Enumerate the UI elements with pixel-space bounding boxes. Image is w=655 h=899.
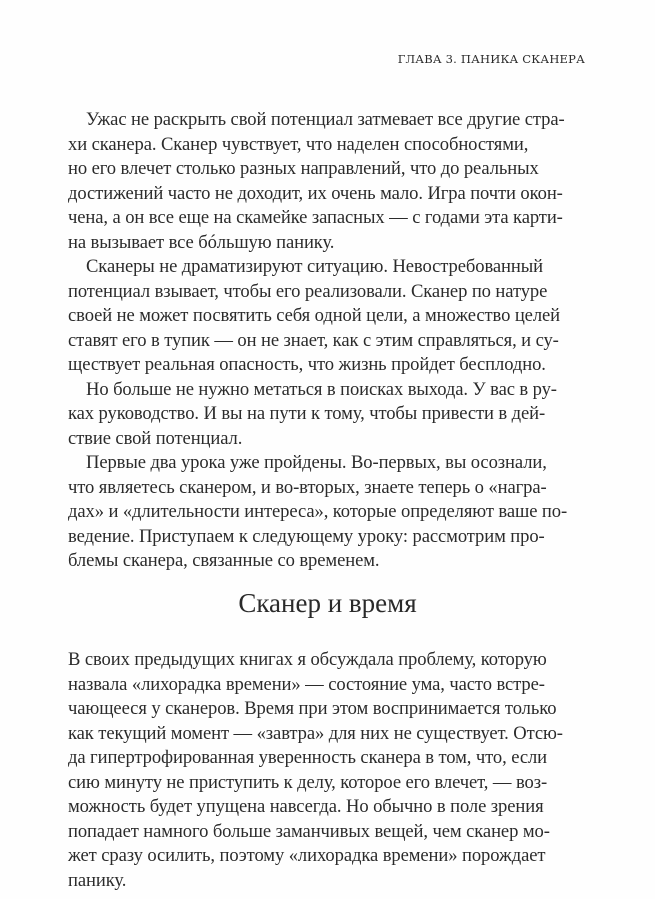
text-line: что являетесь сканером, и во-вторых, знаете теперь о «награ- (68, 476, 547, 498)
text-line: попадает намного больше заманчивых вещей, чем сканер мо- (68, 820, 550, 842)
text-line: назвала «лихорадка времени» — состояние ума, часто встре- (68, 673, 545, 695)
text-line: как текущий момент — «завтра» для них не существует. Отсю- (68, 722, 563, 744)
section-2-body (68, 648, 588, 893)
text-line: Первые два урока уже пройдены. Во-первых, вы осознали, (86, 452, 547, 473)
text-line: можность будет упущена навсегда. Но обычно в поле зрения (68, 796, 544, 817)
text-line: ствие свой потенциал. (68, 427, 243, 449)
text-line: Сканеры не драматизируют ситуацию. Невостребованный (86, 256, 543, 277)
text-line: чающееся у сканеров. Время при этом воспринимается только (68, 698, 557, 719)
text-line: В своих предыдущих книгах я обсуждала проблему, которую (68, 649, 547, 670)
text-line: Но больше не нужно метаться в поисках выхода. У вас в ру- (86, 378, 557, 400)
section-heading: Сканер и время (238, 588, 417, 618)
section-1-body (68, 108, 588, 574)
text-line: на вызывает все бóльшую панику. (68, 231, 335, 253)
text-line: Ужас не раскрыть свой потенциал затмевает все другие стра- (86, 109, 565, 130)
text-line: своей не может посвятить себя одной цели, а множество целей (68, 305, 561, 326)
text-line: панику. (68, 869, 127, 891)
text-line: но его влечет столько разных направлений, что до реальных (68, 158, 539, 179)
text-line: потенциал взывает, чтобы его реализовали. Сканер по натуре (68, 280, 548, 302)
text-line: ществует реальная опасность, что жизнь пройдет бесплодно. (68, 354, 546, 375)
text-line: ведение. Приступаем к следующему уроку: рассмотрим про- (68, 525, 545, 547)
text-line: ках руководство. И вы на пути к тому, чтобы привести в дей- (68, 403, 546, 424)
text-line: хи сканера. Сканер чувствует, что наделен способностями, (68, 133, 529, 155)
text-line: ставят его в тупик — он не знает, как с этим справляться, и су- (68, 329, 559, 351)
text-line: достижений часто не доходит, их очень мало. Игра почти окон- (68, 182, 563, 204)
running-head: ГЛАВА 3. ПАНИКА СКАНЕРА (397, 52, 585, 66)
text-line: блемы сканера, связанные со временем. (68, 550, 380, 571)
text-line: да гипертрофированная уверенность сканера в том, что, если (68, 747, 548, 768)
text-line: жет сразу осилить, поэтому «лихорадка времени» порождает (68, 845, 546, 866)
text-line: сию минуту не приступить к делу, которое его влечет, — воз- (68, 771, 548, 793)
text-line: чена, а он все еще на скамейке запасных — с годами эта карти- (68, 207, 563, 228)
text-line: дах» и «длительности интереса», которые определяют ваше по- (68, 501, 568, 522)
